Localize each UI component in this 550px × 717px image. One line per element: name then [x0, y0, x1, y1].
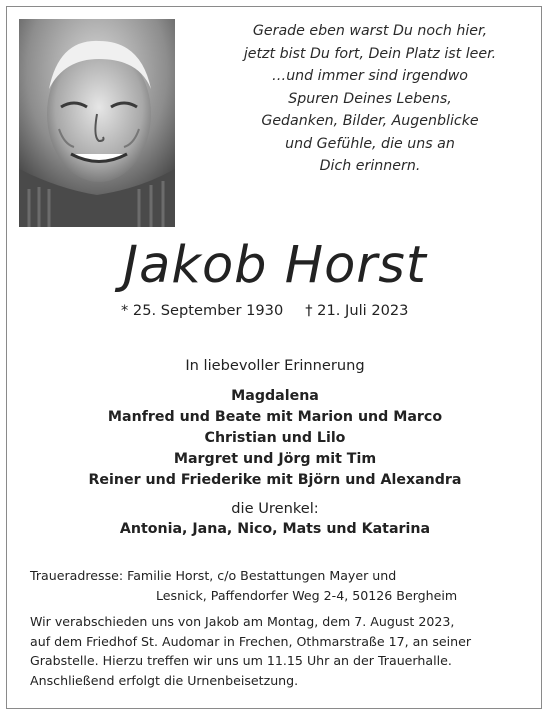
family-member: Reiner und Friederike mit Björn und Alexandra: [88, 472, 462, 488]
deceased-name: Jakob Horst: [123, 236, 427, 295]
great-grandchildren-names: Antonia, Jana, Nico, Mats und Katarina: [119, 521, 431, 537]
poem-line: und Gefühle, die uns an: [285, 135, 455, 152]
life-dates: [121, 302, 408, 319]
memorial-poem: [210, 20, 530, 178]
family-member: Magdalena: [231, 388, 319, 404]
poem-line: Spuren Deines Lebens,: [288, 90, 452, 107]
notice-line: Grabstelle. Hierzu treffen wir uns um 11.15 Uhr an der Trauerhalle.: [30, 653, 452, 668]
family-member: Christian und Lilo: [204, 430, 346, 446]
great-grandchildren-label: die Urenkel:: [231, 500, 319, 517]
poem-line: Dich erinnern.: [319, 158, 421, 174]
notice-line: Wir verabschieden uns von Jakob am Montag, dem 7. August 2023,: [30, 614, 455, 629]
family-member: Manfred und Beate mit Marion und Marco: [107, 409, 443, 425]
poem-line: Gerade eben warst Du noch hier,: [252, 23, 488, 39]
family-list: [0, 386, 550, 491]
address-line: Traueradresse: Familie Horst, c/o Bestattungen Mayer und: [30, 568, 397, 583]
death-date: † 21. Juli 2023: [305, 302, 409, 319]
address-line: Lesnick, Paffendorfer Weg 2-4, 50126 Bergheim: [156, 587, 458, 603]
funeral-notice: [30, 612, 471, 690]
notice-line: Anschließend erfolgt die Urnenbeisetzung.: [30, 672, 299, 688]
poem-line: Gedanken, Bilder, Augenblicke: [261, 113, 479, 129]
family-member: Margret und Jörg mit Tim: [173, 451, 377, 467]
poem-line: …und immer sind irgendwo: [272, 68, 468, 84]
memory-heading: In liebevoller Erinnerung: [185, 357, 365, 374]
notice-line: auf dem Friedhof St. Audomar in Frechen, Othmarstraße 17, an seiner: [30, 633, 472, 649]
poem-line: jetzt bist Du fort, Dein Platz ist leer.: [243, 45, 497, 62]
birth-date: * 25. September 1930: [121, 302, 284, 319]
portrait-photo: [19, 19, 175, 227]
mourning-address: [30, 566, 457, 605]
